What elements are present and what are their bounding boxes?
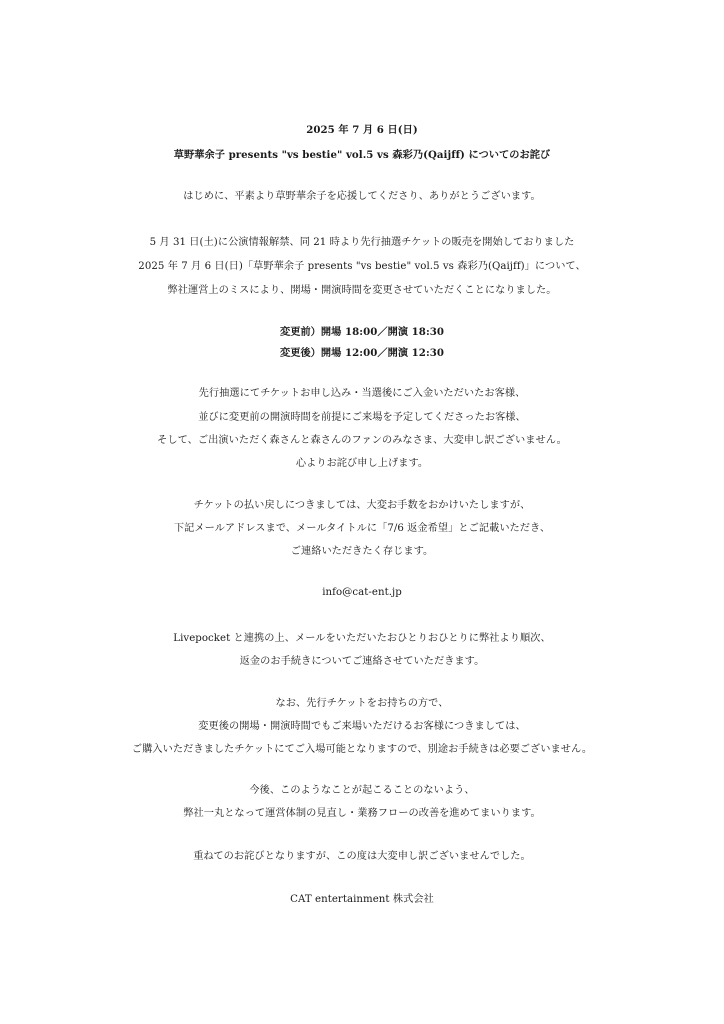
- issue-line-3: 弊社運営上のミスにより、開場・開演時間を変更させていただくことになりました。: [167, 285, 557, 296]
- schedule-before: 変更前）開場 18:00／開演 18:30: [279, 326, 445, 338]
- existing-line-3: ご購入いただきましたチケットにてご入場可能となりますので、別途お手続きは必要ございません。: [131, 744, 593, 755]
- intro-text: はじめに、平素より草野華余子を応援してくださり、ありがとうございます。: [183, 191, 541, 202]
- issue-line-1: 5 月 31 日(土)に公演情報解禁、同 21 時より先行抽選チケットの販売を開始しておりました: [149, 237, 575, 248]
- company-signature: CAT entertainment 株式会社: [290, 894, 434, 905]
- apology-line-3: そして、ご出演いただく森さんと森さんのファンのみなさま、大変申し訳ございません。: [157, 435, 567, 446]
- refund-line-2: 下記メールアドレスまで、メールタイトルに「7/6 返金希望」とご記載いただき、: [173, 523, 551, 534]
- notice-title: 草野華余子 presents "vs bestie" vol.5 vs 森彩乃(Qaijff) についてのお詫び: [173, 149, 551, 161]
- apology-line-1: 先行抽選にてチケットお申し込み・当選後にご入金いただいたお客様、: [198, 388, 526, 399]
- closing-line: 重ねてのお詫びとなりますが、この度は大変申し訳ございませんでした。: [193, 851, 531, 862]
- livepocket-line-1: Livepocket と連携の上、メールをいただいたおひとりおひとりに弊社より順次、: [173, 633, 551, 644]
- existing-line-1: なお、先行チケットをお持ちの方で、: [275, 698, 449, 709]
- livepocket-line-2: 返金のお手続きについてご連絡させていただきます。: [239, 656, 485, 667]
- existing-line-2: 変更後の開場・開演時間でもご来場いただけるお客様につきましては、: [198, 721, 526, 732]
- future-line-1: 今後、このようなことが起こることのないよう、: [249, 785, 475, 796]
- notice-date: 2025 年 7 月 6 日(日): [306, 124, 418, 136]
- refund-line-1: チケットの払い戻しにつきましては、大変お手数をおかけいたしますが、: [193, 500, 531, 511]
- schedule-after: 変更後）開場 12:00／開演 12:30: [279, 347, 445, 359]
- refund-line-3: ご連絡いただきたく存じます。: [290, 546, 434, 557]
- contact-email: info@cat-ent.jp: [322, 587, 402, 598]
- apology-line-2: 並びに変更前の開演時間を前提にご来場を予定してくださったお客様、: [198, 412, 526, 423]
- issue-line-2: 2025 年 7 月 6 日(日)「草野華余子 presents "vs bestie" vol.5 vs 森彩乃(Qaijff)」について、: [138, 261, 586, 272]
- apology-line-4: 心よりお詫び申し上げます。: [295, 458, 429, 469]
- future-line-2: 弊社一丸となって運営体制の見直し・業務フローの改善を進めてまいります。: [183, 808, 541, 819]
